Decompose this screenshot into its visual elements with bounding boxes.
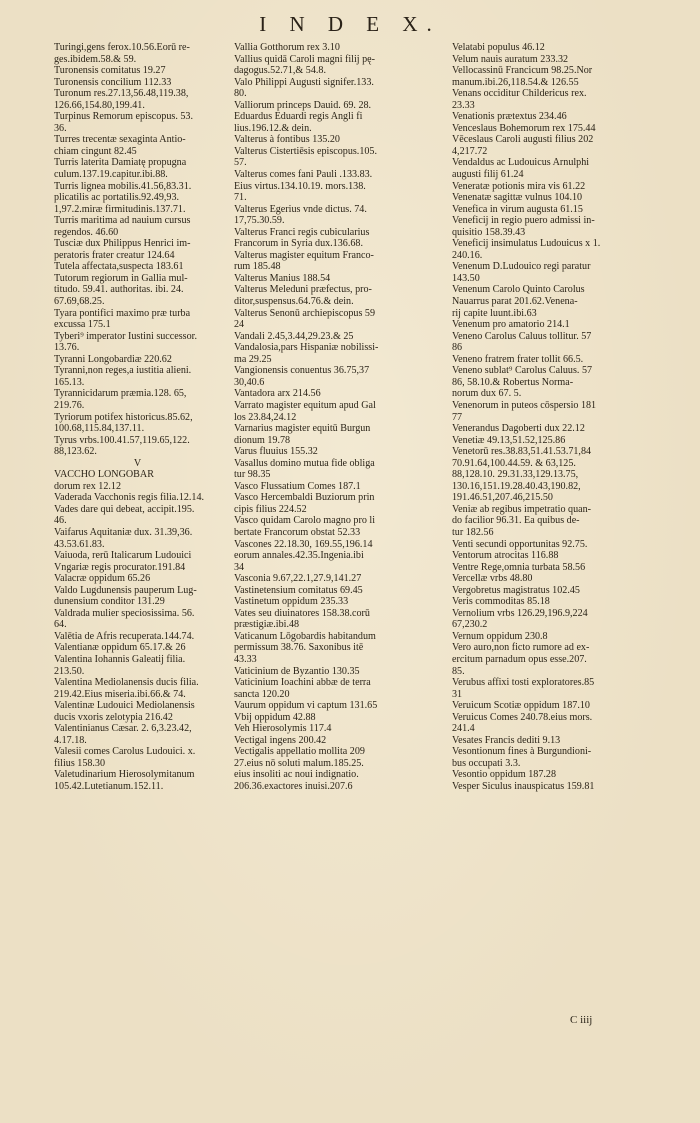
index-line: 4.17.18.	[54, 734, 87, 746]
index-line: Valterus magister equitum Franco-	[234, 249, 374, 261]
index-line: rij capite luunt.ibi.63	[452, 307, 537, 319]
index-line: Veruicus Comes 240.78.eius mors.	[452, 711, 593, 723]
index-line: Turris maritima ad nauium cursus	[54, 215, 191, 227]
index-line: rum 185.48	[234, 261, 281, 273]
index-line: Valterus à fontibus 135.20	[234, 134, 340, 146]
index-line: 88,123.62.	[54, 446, 97, 458]
signature-mark: C iiij	[570, 1014, 593, 1026]
index-line: los 23.84,24.12	[234, 411, 297, 423]
index-line: Valacræ oppidum 65.26	[54, 573, 151, 585]
index-line: Veniæ ab regibus impetratio quan-	[452, 503, 592, 515]
index-line: 240.16.	[452, 249, 483, 261]
index-line: norum dux 67. 5.	[452, 388, 522, 400]
index-line: Veris commoditas 85.18	[452, 596, 550, 608]
index-line: Turris lignea mobilis.41.56,83.31.	[54, 180, 192, 192]
index-line: 57.	[234, 157, 247, 169]
index-line: Vastinetensium comitatus 69.45	[234, 584, 363, 596]
index-line: 86	[452, 342, 463, 354]
index-line: Vēceslaus Caroli augusti filius 202	[452, 134, 594, 146]
index-line: Valo Philippi Augusti signifer.133.	[234, 76, 374, 88]
index-line: chiam cingunt 82.45	[54, 145, 137, 157]
index-line: 71.	[234, 192, 247, 204]
index-line: Turonum res.27.13,56.48,119.38,	[54, 88, 189, 100]
index-line: Valterus Cistertiēsis episcopus.105.	[234, 145, 377, 157]
index-line: Vaticinium Ioachini abbæ de terra	[234, 677, 371, 689]
index-column-3	[452, 42, 648, 793]
index-line: ges.ibidem.58.& 59.	[54, 53, 137, 65]
index-line: Vaurum oppidum vi captum 131.65	[234, 700, 378, 712]
index-line: Tyranni Longobardiæ 220.62	[54, 353, 172, 365]
index-line: Turonensis comitatus 19.27	[54, 65, 166, 77]
index-line: Vasallus domino mutua fide obliga	[234, 457, 375, 469]
index-line: Veh Hierosolymis 117.4	[234, 723, 332, 735]
index-line: Venenum D.Ludouico regi paratur	[452, 261, 591, 273]
index-line: Venenum pro amatorio 214.1	[452, 319, 570, 331]
index-line: Tyrannicidarum præmia.128. 65,	[54, 388, 187, 400]
index-line: VACCHO LONGOBAR	[54, 469, 154, 481]
index-line: Vandalosia,pars Hispaniæ nobilissi-	[234, 342, 379, 354]
index-line: 105.42.Lutetianum.152.11.	[54, 781, 164, 792]
index-line: Velum nauis auratum 233.32	[452, 53, 569, 65]
index-line: 80.	[234, 88, 247, 100]
index-line: regendos. 46.60	[54, 226, 119, 238]
index-line: Veneficij in regio puero admissi in-	[452, 215, 595, 227]
index-line: 43.53.61.83.	[54, 538, 105, 550]
index-line: peratoris frater creatur 124.64	[54, 249, 175, 261]
index-line: titudo. 59.41. authoritas. ibi. 24.	[54, 284, 184, 296]
index-line: 219.76.	[54, 399, 85, 411]
index-line: ditor,suspensus.64.76.& dein.	[234, 296, 354, 308]
index-line: Vasconia 9.67,22.1,27.9,141.27	[234, 573, 362, 585]
index-line: Turpinus Remorum episcopus. 53.	[54, 111, 193, 123]
index-line: 241.4	[452, 723, 475, 735]
index-line: culum.137.19.capitur.ibi.88.	[54, 169, 168, 181]
index-line: Tusciæ dux Philippus Henrici im-	[54, 238, 191, 250]
index-line: Vectigalis appellatio mollita 209	[234, 746, 365, 758]
index-line: Vesates Francis dediti 9.13	[452, 734, 561, 746]
index-line: Vernolium vrbs 126.29,196.9,224	[452, 607, 588, 619]
index-line: ducis vxoris zelotypia 216.42	[54, 711, 173, 723]
index-line: 13.76.	[54, 342, 80, 354]
index-line: manum.ibi.26,118.54.& 126.55	[452, 76, 579, 88]
index-line: Vascones 22.18.30, 169.55,196.14	[234, 538, 373, 550]
index-line: bus occupati 3.3.	[452, 757, 521, 769]
index-line: 67,230.2	[452, 619, 488, 631]
index-line: Vbij oppidum 42.88	[234, 711, 316, 723]
index-line: Venerandus Dagoberti dux 22.12	[452, 423, 585, 435]
index-line: Valterus Franci regis cubicularius	[234, 226, 370, 238]
index-line: Eius virtus.134.10.19. mors.138.	[234, 180, 366, 192]
index-line: Vaticinium de Byzantio 130.35	[234, 665, 360, 677]
index-line: Valterus Meleduni præfectus, pro-	[234, 284, 372, 296]
index-line: Valentina Mediolanensis ducis filia.	[54, 677, 199, 689]
index-line: excussa 175.1	[54, 319, 111, 331]
index-line: V	[133, 457, 143, 469]
index-line: 126.66,154.80,199.41.	[54, 99, 145, 111]
index-line: dionum 19.78	[234, 434, 291, 446]
index-line: 219.42.Eius miseria.ibi.66.& 74.	[54, 688, 186, 700]
index-line: do facilior 96.31. Ea quibus de-	[452, 515, 580, 527]
index-line: Vangionensis conuentus 36.75,37	[234, 365, 370, 377]
index-line: eorum annales.42.35.Ingenia.ibi	[234, 550, 364, 562]
index-line: Velatabi populus 46.12	[452, 42, 545, 53]
index-line: ma 29.25	[234, 353, 272, 365]
index-line: 86, 58.10.& Robertus Norma-	[452, 376, 574, 388]
index-line: Vaderada Vacchonis regis filia.12.14.	[54, 492, 205, 504]
index-line: eius insoliti ac noui indignatio.	[234, 769, 359, 781]
index-line: Vallia Gotthorum rex 3.10	[234, 42, 340, 53]
index-line: quisitio 158.39.43	[452, 226, 526, 238]
index-line: Vercellæ vrbs 48.80	[452, 573, 533, 585]
index-line: Venans occiditur Childericus rex.	[452, 88, 587, 100]
index-line: 206.36.exactores inuisi.207.6	[234, 781, 353, 792]
index-line: 77	[452, 411, 463, 423]
index-line: Venetiæ 49.13,51.52,125.86	[452, 434, 566, 446]
index-line: Turonensis concilium 112.33	[54, 76, 172, 88]
index-line: Vellocassinū Francicum 98.25.Nor	[452, 65, 593, 77]
index-line: Tyriorum potifex historicus.85.62,	[54, 411, 193, 423]
index-line: ercitum parnadum opus esse.207.	[452, 653, 587, 665]
index-line: Valesii comes Carolus Ludouici. x.	[54, 746, 196, 758]
index-line: Valterus Egerius vnde dictus. 74.	[234, 203, 367, 215]
index-line: sancta 120.20	[234, 688, 290, 700]
index-line: Nauarrus parat 201.62.Venena-	[452, 296, 578, 308]
index-line: lius.196.12.& dein.	[234, 122, 312, 134]
index-line: Turres trecentæ sexaginta Antio-	[54, 134, 186, 146]
index-line: 64.	[54, 619, 67, 631]
index-line: 165.13.	[54, 376, 85, 388]
index-line: Vasco quidam Carolo magno pro li	[234, 515, 376, 527]
index-line: Venationis prætextus 234.46	[452, 111, 567, 123]
index-line: Vates seu diuinatores 158.38.corū	[234, 607, 370, 619]
index-line: Veneno fratrem frater tollit 66.5.	[452, 353, 584, 365]
index-line: Valdrada mulier speciosissima. 56.	[54, 607, 195, 619]
index-line: 70.91.64,100.44.59. & 63,125.	[452, 457, 576, 469]
index-line: Valterus Manius 188.54	[234, 272, 331, 284]
index-line: 143.50	[452, 272, 480, 284]
index-line: Valētia de Afris recuperata.144.74.	[54, 630, 195, 642]
index-line: Veneficij insimulatus Ludouicus x 1.	[452, 238, 601, 250]
index-line: 130.16,151.19.28.40.43,190.82,	[452, 480, 581, 492]
index-line: 36.	[54, 122, 67, 134]
index-line: Vectigal ingens 200.42	[234, 734, 327, 746]
index-line: Vaticanum Lōgobardis habitandum	[234, 630, 376, 642]
index-line: 31	[452, 688, 463, 700]
index-line: Valliorum princeps Dauid. 69. 28.	[234, 99, 372, 111]
index-line: augusti filij 61.24	[452, 169, 524, 181]
page-title: I N D E X.	[259, 12, 441, 36]
index-line: Vastinetum oppidum 235.33	[234, 596, 349, 608]
index-line: Tutela affectata,suspecta 183.61	[54, 261, 184, 273]
index-line: Vantadora arx 214.56	[234, 388, 321, 400]
index-line: 4,217.72	[452, 145, 488, 157]
index-line: Tyranni,non reges,a iustitia alieni.	[54, 365, 192, 377]
index-line: Venenorum in puteos cōspersio 181	[452, 399, 597, 411]
index-line: Vandali 2.45,3.44,29.23.& 25	[234, 330, 354, 342]
index-line: Valentina Iohannis Galeatij filia.	[54, 653, 186, 665]
index-line: Vendaldus ac Ludouicus Arnulphi	[452, 157, 590, 169]
index-line: Varnarius magister equitū Burgun	[234, 423, 371, 435]
index-line: Veneratæ potionis mira vis 61.22	[452, 180, 586, 192]
index-line: 34	[234, 561, 245, 573]
index-line: Venetorū res.38.83,51.41.53.71,84	[452, 446, 592, 458]
index-line: præstigiæ.ibi.48	[234, 619, 300, 631]
index-line: plicatilis ac portatilis.92.49,93.	[54, 192, 180, 204]
index-line: Tyrus vrbs.100.41.57,119.65,122.	[54, 434, 190, 446]
index-line: Vernum oppidum 230.8	[452, 630, 548, 642]
index-line: 24	[234, 319, 245, 331]
index-line: permissum 38.76. Saxonibus itē	[234, 642, 364, 654]
index-line: Vallius quidā Caroli magni filij pę-	[234, 53, 376, 65]
index-line: Veruicum Scotiæ oppidum 187.10	[452, 700, 590, 712]
index-line: Tutorum regiorum in Gallia mul-	[54, 272, 188, 284]
index-line: Vesontionum fines à Burgundioni-	[452, 746, 592, 758]
index-column-1	[54, 42, 222, 793]
index-line: Turris laterita Damiatę propugna	[54, 157, 187, 169]
index-line: Vades dare qui debeat, accipit.195.	[54, 503, 195, 515]
index-line: Venceslaus Bohemorum rex 175.44	[452, 122, 596, 134]
index-line: Venenatæ sagittæ vulnus 104.10	[452, 192, 583, 204]
index-line: Varrato magister equitum apud Gal	[234, 399, 376, 411]
index-line: Tyberi⁹ imperator Iustini successor.	[54, 330, 197, 342]
index-line: Turingi,gens ferox.10.56.Eorū re-	[54, 42, 190, 53]
index-line: Veneno sublat⁹ Carolus Caluus. 57	[452, 365, 593, 377]
index-line: dunensium conditor 131.29	[54, 596, 165, 608]
index-line: Valdo Lugdunensis pauperum Lug-	[54, 584, 197, 596]
index-line: Venti secundi opportunitas 92.75.	[452, 538, 588, 550]
index-line: Valterus comes fani Pauli .133.83.	[234, 169, 373, 181]
index-line: Varus fluuius 155.32	[234, 446, 318, 458]
index-line: 67.69,68.25.	[54, 296, 105, 308]
index-line: Verubus affixi tosti exploratores.85	[452, 677, 595, 689]
index-line: bertate Francorum obstat 52.33	[234, 526, 361, 538]
index-line: Valentinæ Ludouici Mediolanensis	[54, 700, 195, 712]
index-line: Vesper Siculus inauspicatus 159.81	[452, 781, 595, 792]
index-line: Vaiuoda, rerū Italicarum Ludouici	[54, 550, 192, 562]
index-line: 88,128.10. 29.31.33,129.13.75,	[452, 469, 579, 481]
index-line: Vasco Hercembaldi Buziorum prin	[234, 492, 375, 504]
index-line: 17,75.30.59.	[234, 215, 285, 227]
index-column-2	[234, 42, 434, 793]
index-line: 43.33	[234, 653, 257, 665]
index-line: 85.	[452, 665, 465, 677]
index-line: 30,40.6	[234, 376, 265, 388]
index-line: 100.68,115.84,137.11.	[54, 423, 145, 435]
index-line: Vergobretus magistratus 102.45	[452, 584, 580, 596]
index-line: 213.50.	[54, 665, 85, 677]
index-line: Valentianæ oppidum 65.17.& 26	[54, 642, 186, 654]
index-line: dagogus.52.71,& 54.8.	[234, 65, 326, 77]
index-line: Ventorum atrocitas 116.88	[452, 550, 559, 562]
index-line: Valterus Senonū archiepiscopus 59	[234, 307, 376, 319]
index-line: tur 98.35	[234, 469, 271, 481]
index-line: 191.46.51,207.46,215.50	[452, 492, 553, 504]
index-line: Vngariæ regis procurator.191.84	[54, 561, 186, 573]
index-line: Veneno Carolus Caluus tollitur. 57	[452, 330, 592, 342]
index-line: Tyara pontifici maximo præ turba	[54, 307, 191, 319]
index-line: tur 182.56	[452, 526, 494, 538]
index-line: Valentinianus Cæsar. 2. 6,3.23.42,	[54, 723, 192, 735]
index-line: Venefica in virum augusta 61.15	[452, 203, 583, 215]
index-line: dorum rex 12.12	[54, 480, 121, 492]
index-line: Venenum Carolo Quinto Carolus	[452, 284, 585, 296]
index-line: 27.eius nō soluti malum.185.25.	[234, 757, 364, 769]
index-line: Vesontio oppidum 187.28	[452, 769, 557, 781]
index-line: filius 158.30	[54, 757, 106, 769]
index-line: Valetudinarium Hierosolymitanum	[54, 769, 195, 781]
index-line: 46.	[54, 515, 67, 527]
index-line: 23.33	[452, 99, 475, 111]
index-line: cipis filius 224.52	[234, 503, 307, 515]
index-line: Francorum in Syria dux.136.68.	[234, 238, 363, 250]
index-line: Vero auro,non ficto rumore ad ex-	[452, 642, 590, 654]
index-line: 1,97.2.miræ firmitudinis.137.71.	[54, 203, 186, 215]
index-line: Ventre Rege,omnia turbata 58.56	[452, 561, 586, 573]
index-line: Vasco Flussatium Comes 187.1	[234, 480, 361, 492]
index-line: Eduardus Eduardi regis Angli fi	[234, 111, 363, 123]
index-line: Vaifarus Aquitaniæ dux. 31.39,36.	[54, 526, 193, 538]
